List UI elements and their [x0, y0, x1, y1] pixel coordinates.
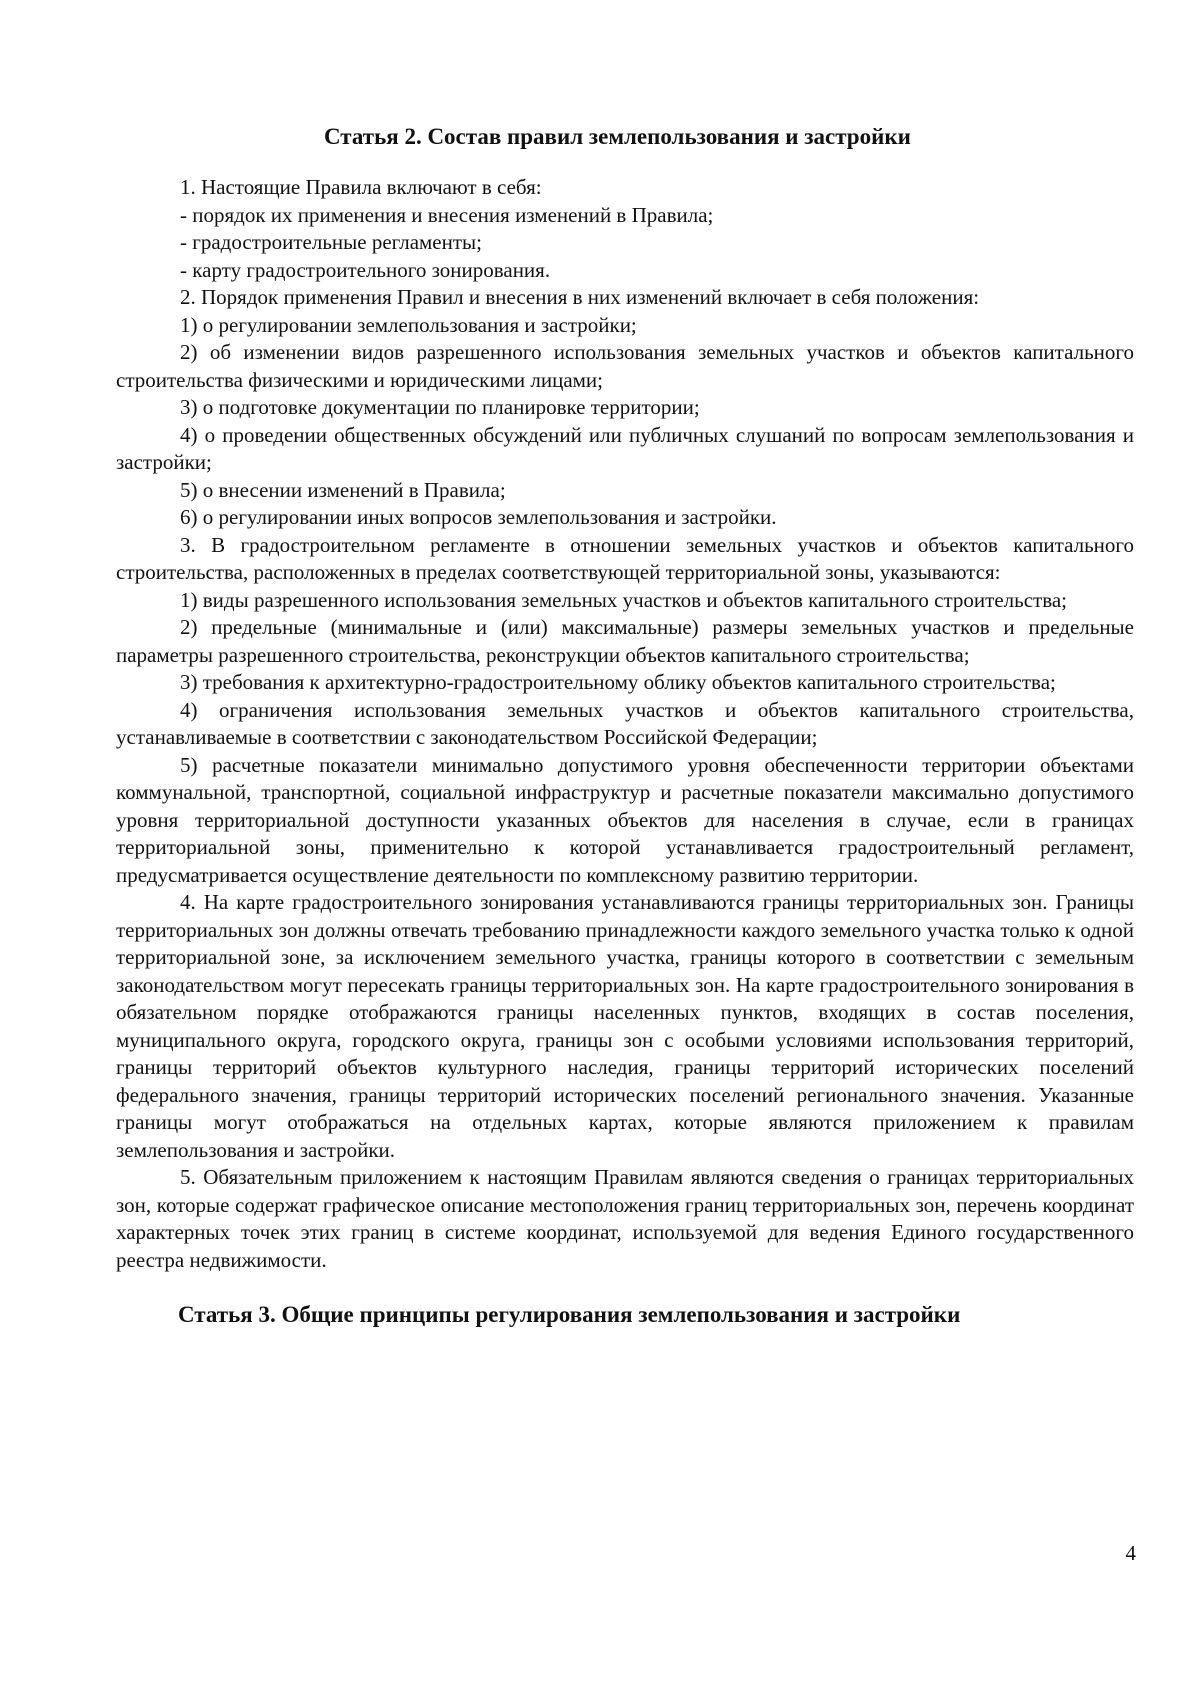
paragraph: 4. На карте градостроительного зонирования устанавливаются границы территориальных зон. Границы территориальных зон должны отвечать требованию принадлежности каждого земельного участка только к одной территориальной зоне, за исключением земельного участка, границы которого в соответствии с земельным законодательством могут пересекать границы территориальных зон. На карте градостроительного зонирования в обязательном порядке отображаются границы населенных пунктов, входящих в состав поселения, муниципального округа, городского округа, границы зон с особыми условиями использования территорий, границы территорий объектов культурного наследия, границы территорий исторических поселений федерального значения, границы территорий исторических поселений регионального значения. Указанные границы могут отображаться на отдельных картах, которые являются приложением к правилам землепользования и застройки.: [116, 890, 1134, 1162]
list-item: 4) ограничения использования земельных участков и объектов капитального строительства, устанавливаемые в соответствии с законодательством Российской Федерации;: [116, 697, 1134, 749]
paragraph: 3. В градостроительном регламенте в отношении земельных участков и объектов капитального строительства, расположенных в пределах соответствующей территориальной зоны, указываются:: [116, 532, 1134, 584]
list-item: 6) о регулировании иных вопросов землепользования и застройки.: [180, 505, 777, 529]
list-item: - порядок их применения и внесения изменений в Правила;: [180, 202, 714, 227]
list-item: 1) виды разрешенного использования земельных участков и объектов капитального строительства;: [180, 587, 1067, 612]
list-item: - градостроительные регламенты;: [180, 230, 482, 254]
list-item: 5) расчетные показатели минимально допустимого уровня обеспеченности территории объектами коммунальной, транспортной, социальной инфраструктур и расчетные показатели максимально допустимого уровня территориальной доступности указанных объектов для населения в случае, если в границах территориальной зоны, применительно к которой устанавливается градостроительный регламент, предусматривается осуществление деятельности по комплексному развитию территории.: [116, 752, 1134, 887]
list-item: 3) требования к архитектурно-градостроительному облику объектов капитального строительства;: [180, 670, 1056, 694]
paragraph: 2. Порядок применения Правил и внесения в них изменений включает в себя положения:: [180, 285, 980, 309]
list-item: 2) предельные (минимальные и (или) максимальные) размеры земельных участков и предельные параметры разрешенного строительства, реконструкции объектов капитального строительства;: [116, 615, 1134, 667]
list-item: 1) о регулировании землепользования и застройки;: [180, 312, 637, 337]
list-item: 4) о проведении общественных обсуждений или публичных слушаний по вопросам землепользования и застройки;: [116, 422, 1134, 474]
paragraph: 5. Обязательным приложением к настоящим Правилам являются сведения о границах территориальных зон, которые содержат графическое описание местоположения границ территориальных зон, перечень координат характерных точек этих границ в системе координат, используемой для ведения Единого государственного реестра недвижимости.: [116, 1165, 1134, 1272]
list-item: 2) об изменении видов разрешенного использования земельных участков и объектов капитального строительства физическими и юридическими лицами;: [116, 340, 1134, 392]
list-item: - карту градостроительного зонирования.: [180, 257, 551, 282]
article-3-heading: Статья 3. Общие принципы регулирования землепользования и застройки: [178, 1302, 961, 1327]
list-item: 5) о внесении изменений в Правила;: [180, 477, 506, 502]
page-number: 4: [1125, 1541, 1136, 1565]
article-2-heading: Статья 2. Состав правил землепользования и застройки: [324, 124, 911, 149]
page-content: [116, 122, 1134, 1330]
paragraph: 1. Настоящие Правила включают в себя:: [180, 175, 542, 199]
list-item: 3) о подготовке документации по планировке территории;: [180, 395, 700, 419]
